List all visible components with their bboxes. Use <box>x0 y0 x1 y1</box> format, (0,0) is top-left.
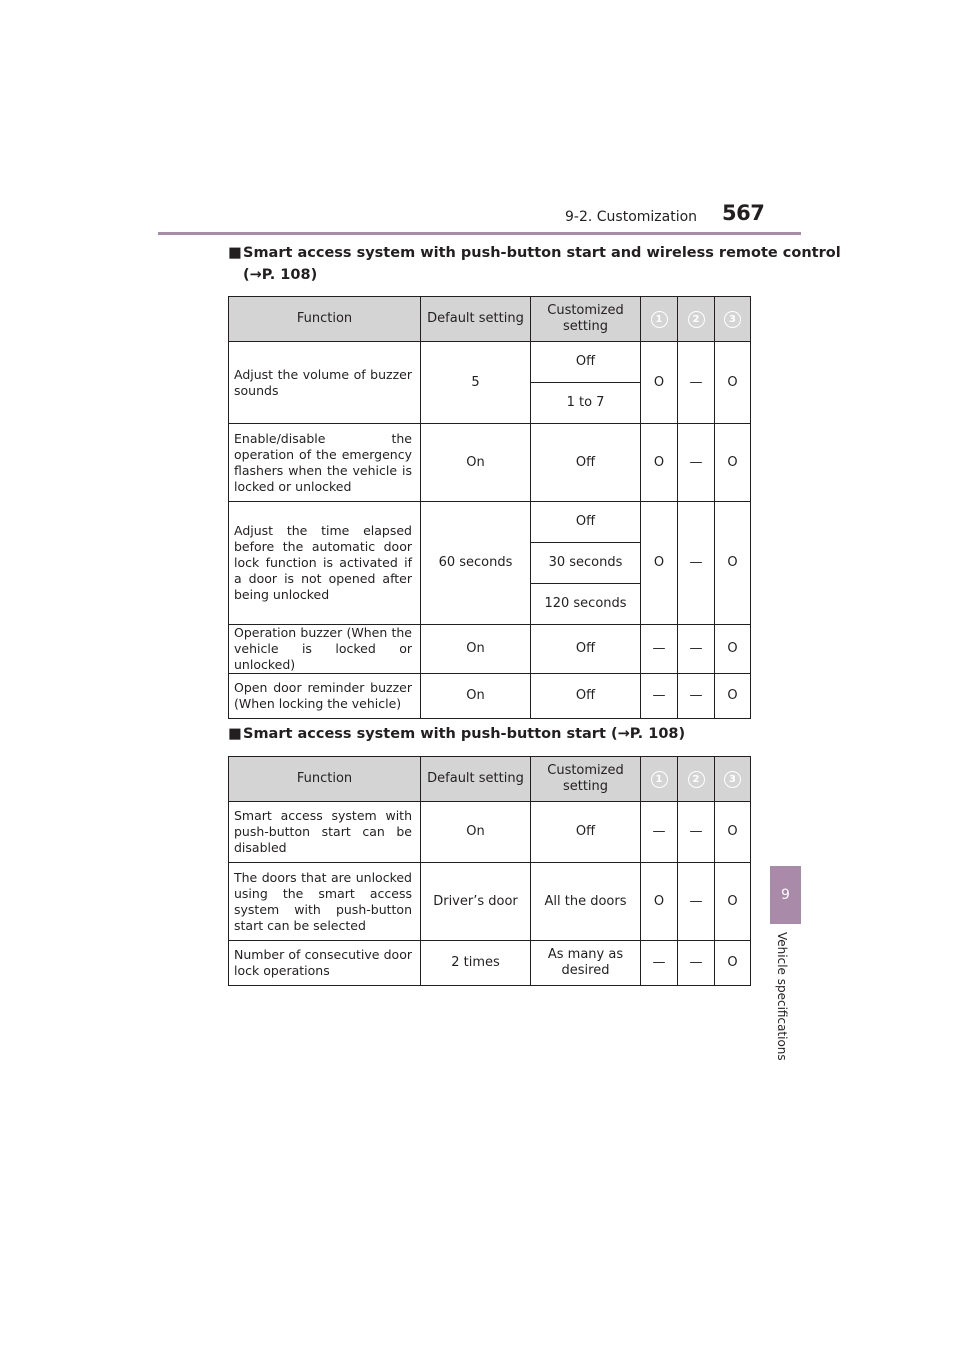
custom-cell: 120 seconds <box>531 584 641 625</box>
chapter-side-label-text: Vehicle specifications <box>775 932 789 1061</box>
default-cell: On <box>421 802 531 863</box>
settings-table-1 <box>228 296 751 719</box>
header-default-setting: Default setting <box>421 757 531 802</box>
custom-cell: Off <box>531 674 641 719</box>
square-bullet-icon: ■ <box>228 726 242 742</box>
default-cell: 2 times <box>421 941 531 986</box>
table-row <box>229 625 751 674</box>
custom-cell: 1 to 7 <box>531 383 641 424</box>
table-header-row <box>229 297 751 342</box>
header-col-3 <box>715 297 751 342</box>
function-cell: Enable/disable the operation of the emergency flashers when the vehicle is locked or unlocked <box>229 424 421 502</box>
header-rule <box>158 232 801 235</box>
col1-cell: O <box>641 424 678 502</box>
chapter-tab <box>770 866 801 924</box>
col2-cell: — <box>678 802 715 863</box>
function-cell: The doors that are unlocked using the smart access system with push-button start can be selected <box>229 863 421 941</box>
circle-number-3-icon: 3 <box>724 771 741 788</box>
header-default-setting: Default setting <box>421 297 531 342</box>
function-cell: Adjust the volume of buzzer sounds <box>229 342 421 424</box>
col3-cell: O <box>715 342 751 424</box>
chapter-tab-number: 9 <box>781 887 790 903</box>
section-heading-2-text: Smart access system with push-button start (→P. 108) <box>243 726 686 742</box>
col3-cell: O <box>715 674 751 719</box>
custom-cell: Off <box>531 342 641 383</box>
col1-cell: O <box>641 863 678 941</box>
custom-cell: Off <box>531 625 641 674</box>
header-customized-setting: Customized setting <box>531 757 641 802</box>
table-row <box>229 941 751 986</box>
col1-cell: O <box>641 342 678 424</box>
col2-cell: — <box>678 941 715 986</box>
table-row <box>229 502 751 543</box>
table-row <box>229 424 751 502</box>
default-cell: On <box>421 674 531 719</box>
table-row <box>229 863 751 941</box>
default-cell: On <box>421 625 531 674</box>
table-row <box>229 674 751 719</box>
function-cell: Open door reminder buzzer (When locking the vehicle) <box>229 674 421 719</box>
col2-cell: — <box>678 424 715 502</box>
header-col-1 <box>641 297 678 342</box>
col1-cell: — <box>641 625 678 674</box>
col1-cell: O <box>641 502 678 625</box>
default-cell: Driver’s door <box>421 863 531 941</box>
circle-number-2-icon: 2 <box>688 311 705 328</box>
col1-cell: — <box>641 802 678 863</box>
function-cell: Operation buzzer (When the vehicle is locked or unlocked) <box>229 625 421 674</box>
circle-number-1-icon: 1 <box>651 771 668 788</box>
col3-cell: O <box>715 424 751 502</box>
header-col-1 <box>641 757 678 802</box>
col2-cell: — <box>678 342 715 424</box>
col2-cell: — <box>678 674 715 719</box>
circle-number-3-icon: 3 <box>724 311 741 328</box>
section-heading-1-line2: (→P. 108) <box>243 267 318 283</box>
default-cell: 5 <box>421 342 531 424</box>
default-cell: 60 seconds <box>421 502 531 625</box>
custom-cell: All the doors <box>531 863 641 941</box>
chapter-title: 9-2. Customization <box>565 209 698 225</box>
table-row <box>229 342 751 383</box>
col3-cell: O <box>715 802 751 863</box>
custom-cell: 30 seconds <box>531 543 641 584</box>
square-bullet-icon: ■ <box>228 245 242 261</box>
function-cell: Adjust the time elapsed before the automatic door lock function is activated if a door is not opened after being unlocked <box>229 502 421 625</box>
page-number: 567 <box>722 201 765 225</box>
chapter-side-label <box>771 932 793 1072</box>
col1-cell: — <box>641 674 678 719</box>
table-row <box>229 802 751 863</box>
col1-cell: — <box>641 941 678 986</box>
section-heading-1-line1: Smart access system with push-button start and wireless remote control <box>243 245 841 261</box>
default-cell: On <box>421 424 531 502</box>
custom-cell: Off <box>531 502 641 543</box>
col3-cell: O <box>715 941 751 986</box>
col3-cell: O <box>715 863 751 941</box>
header-function: Function <box>229 297 421 342</box>
custom-cell: Off <box>531 802 641 863</box>
header-function: Function <box>229 757 421 802</box>
circle-number-2-icon: 2 <box>688 771 705 788</box>
col3-cell: O <box>715 502 751 625</box>
settings-table-2 <box>228 756 751 986</box>
col2-cell: — <box>678 502 715 625</box>
col2-cell: — <box>678 863 715 941</box>
header-col-3 <box>715 757 751 802</box>
col3-cell: O <box>715 625 751 674</box>
header-customized-setting: Customized setting <box>531 297 641 342</box>
custom-cell: As many as desired <box>531 941 641 986</box>
custom-cell: Off <box>531 424 641 502</box>
table-header-row <box>229 757 751 802</box>
header-col-2 <box>678 757 715 802</box>
header-col-2 <box>678 297 715 342</box>
col2-cell: — <box>678 625 715 674</box>
function-cell: Smart access system with push-button start can be disabled <box>229 802 421 863</box>
function-cell: Number of consecutive door lock operations <box>229 941 421 986</box>
circle-number-1-icon: 1 <box>651 311 668 328</box>
